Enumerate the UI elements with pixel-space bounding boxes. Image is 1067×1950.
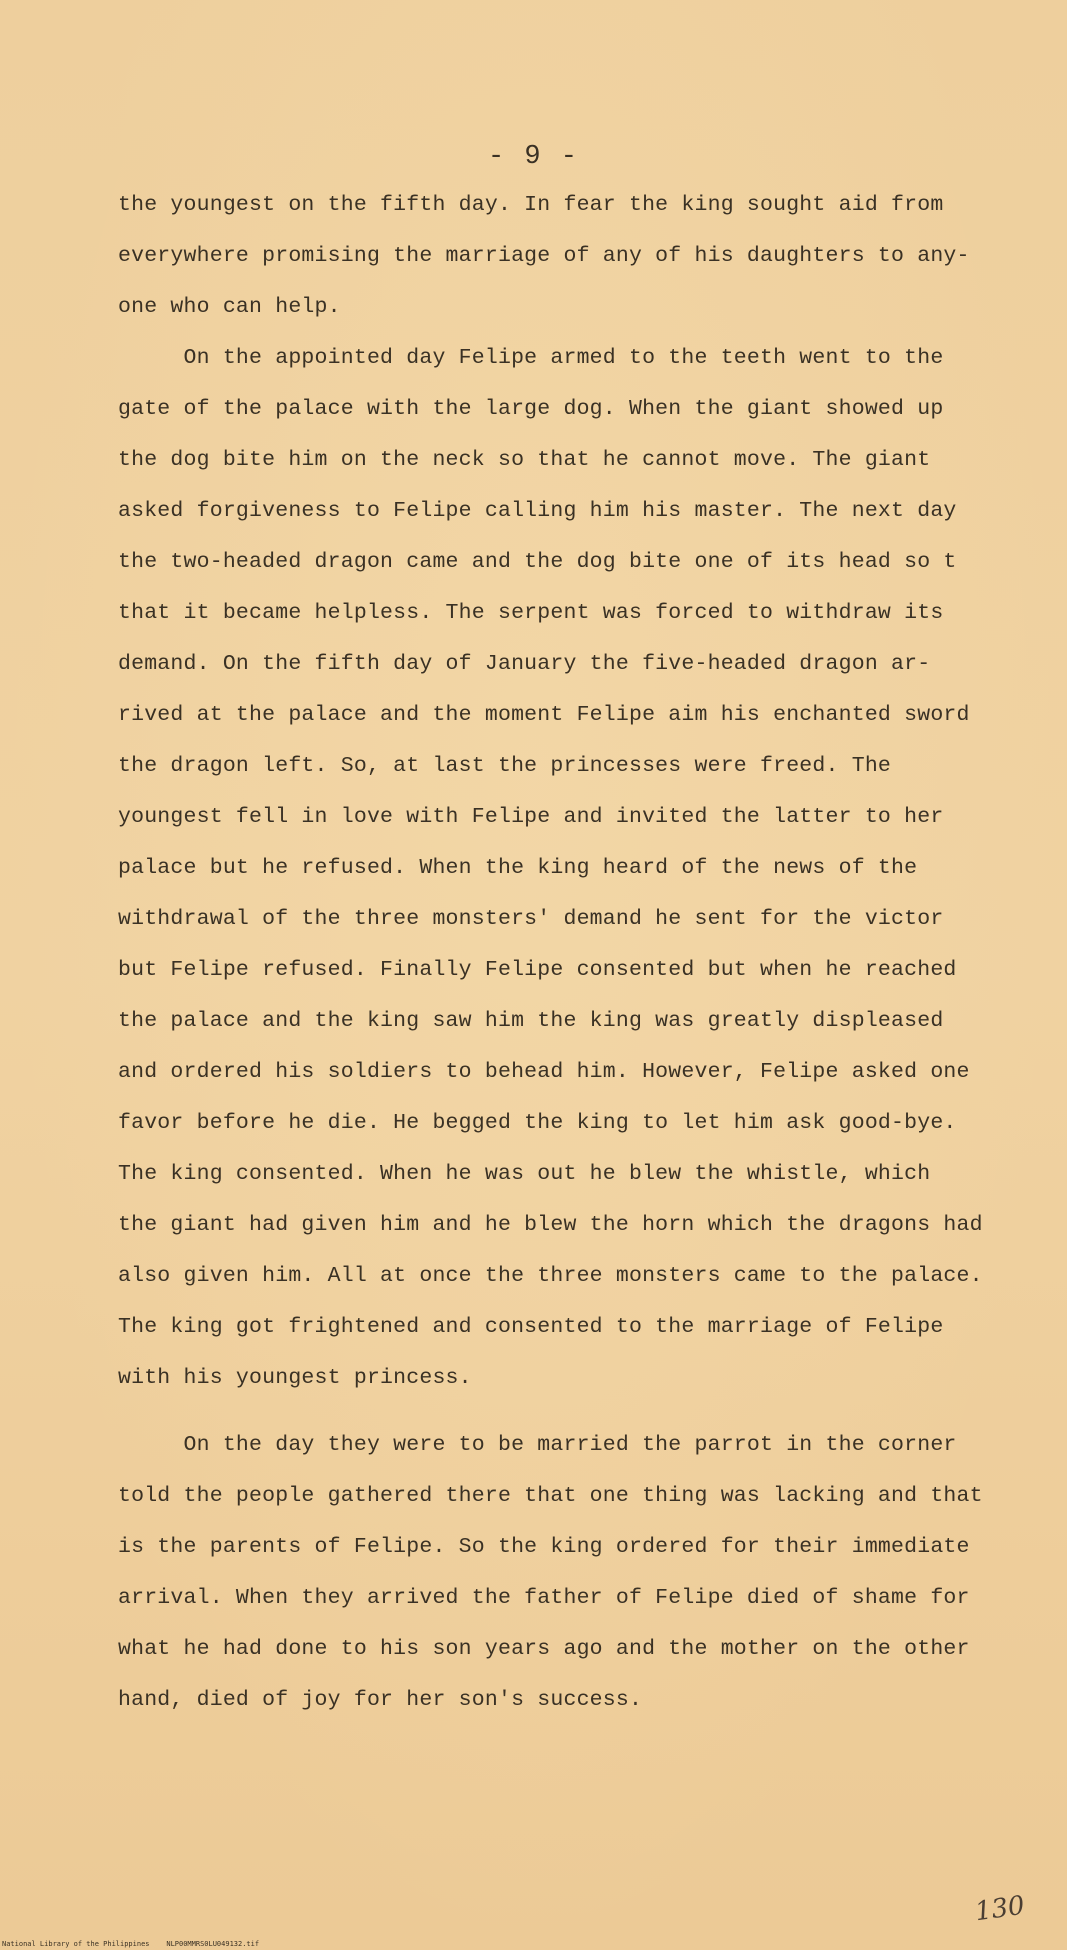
text-line: with his youngest princess. <box>118 1366 472 1390</box>
text-line: arrival. When they arrived the father of Felipe died of shame for <box>118 1586 970 1610</box>
text-line: what he had done to his son years ago and the mother on the other <box>118 1637 970 1661</box>
text-line: one who can help. <box>118 295 341 319</box>
text-line: youngest fell in love with Felipe and invited the latter to her <box>118 805 944 829</box>
text-line: The king consented. When he was out he blew the whistle, which <box>118 1162 931 1186</box>
text-line: everywhere promising the marriage of any of his daughters to any- <box>118 244 970 268</box>
text-line: palace but he refused. When the king heard of the news of the <box>118 856 918 880</box>
text-line: the dog bite him on the neck so that he cannot move. The giant <box>118 448 931 472</box>
text-line: On the day they were to be married the parrot in the corner <box>118 1433 957 1457</box>
text-line: is the parents of Felipe. So the king ordered for their immediate <box>118 1535 970 1559</box>
text-line: withdrawal of the three monsters' demand he sent for the victor <box>118 907 944 931</box>
page-number: - 9 - <box>487 142 579 172</box>
text-line: also given him. All at once the three monsters came to the palace. <box>118 1264 983 1288</box>
text-line: that it became helpless. The serpent was forced to withdraw its <box>118 601 944 625</box>
text-line: asked forgiveness to Felipe calling him his master. The next day <box>118 499 957 523</box>
text-line: The king got frightened and consented to the marriage of Felipe <box>118 1315 944 1339</box>
text-line: favor before he die. He begged the king to let him ask good-bye. <box>118 1111 957 1135</box>
text-line: and ordered his soldiers to behead him. However, Felipe asked one <box>118 1060 970 1084</box>
text-line: gate of the palace with the large dog. When the giant showed up <box>118 397 944 421</box>
text-line: but Felipe refused. Finally Felipe consented but when he reached <box>118 958 957 982</box>
archive-footer: National Library of the Philippines NLP00MMRS0LU049132.tif <box>2 1940 260 1948</box>
text-line: On the appointed day Felipe armed to the teeth went to the <box>118 346 944 370</box>
text-line: hand, died of joy for her son's success. <box>118 1688 643 1712</box>
text-line: the giant had given him and he blew the horn which the dragons had <box>118 1213 983 1237</box>
text-line: the palace and the king saw him the king was greatly displeased <box>118 1009 944 1033</box>
text-line: told the people gathered there that one thing was lacking and that <box>118 1484 983 1508</box>
handwritten-folio-number: 130 <box>973 1890 1027 1928</box>
text-line: the dragon left. So, at last the princesses were freed. The <box>118 754 892 778</box>
text-line: demand. On the fifth day of January the five-headed dragon ar- <box>118 652 931 676</box>
text-line: the youngest on the fifth day. In fear the king sought aid from <box>118 193 944 217</box>
text-line: rived at the palace and the moment Felipe aim his enchanted sword <box>118 703 970 727</box>
text-line: the two-headed dragon came and the dog bite one of its head so t <box>118 550 957 574</box>
